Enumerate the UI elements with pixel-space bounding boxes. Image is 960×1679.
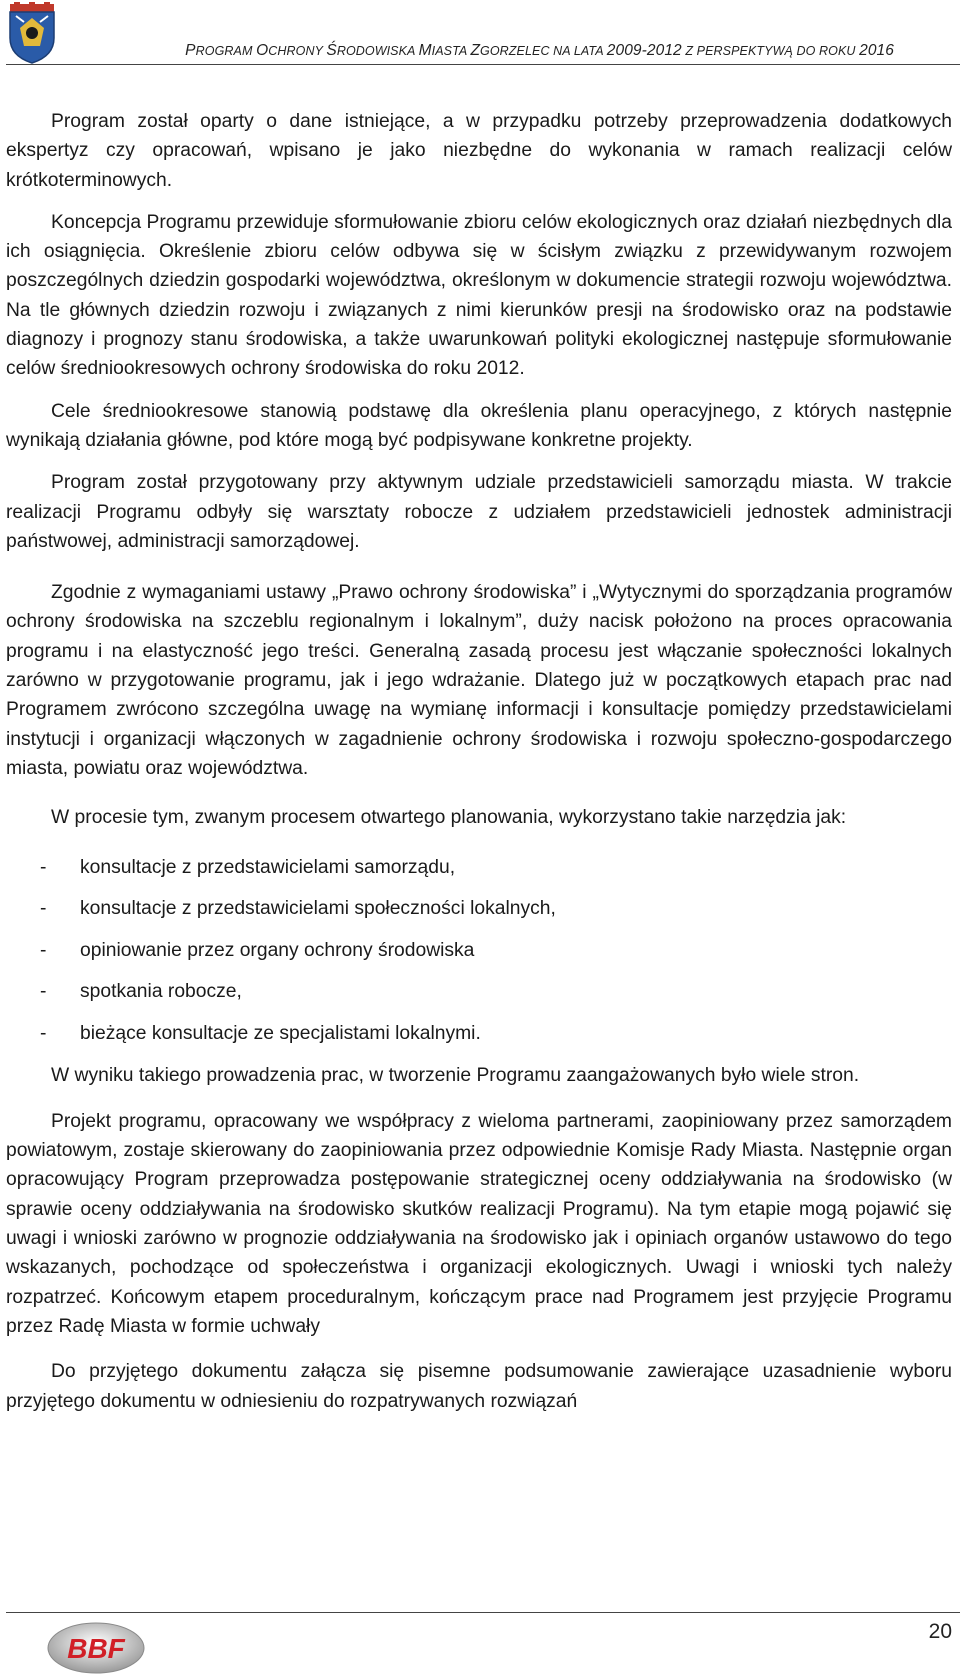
paragraph: W wyniku takiego prowadzenia prac, w tworzenie Programu zaangażowanych było wiele stron. (51, 1064, 860, 1086)
title-part: IASTA (431, 44, 471, 58)
list-item-text: konsultacje z przedstawicielami samorządu, (80, 856, 456, 878)
title-part: RODOWISKA (336, 44, 419, 58)
page-number: 20 (928, 1620, 952, 1643)
list-marker: - (40, 981, 47, 1003)
list-item-text: konsultacje z przedstawicielami społeczności lokalnych, (80, 898, 556, 920)
page-header (6, 2, 954, 64)
list-item-text: bieżące konsultacje ze specjalistami lokalnymi. (80, 1022, 481, 1044)
tools-list (6, 853, 952, 1048)
title-part: ROGRAM (195, 44, 257, 58)
footer-divider (6, 1612, 960, 1613)
list-item (6, 936, 952, 978)
list-marker: - (40, 939, 47, 961)
paragraph: Program został oparty o dane istniejące, a w przypadku potrzeby przeprowadzenia dodatkowych ekspertyz czy opracowań, wpisano je jako niezbędne do wykonania w ramach realizacji celów krótkoterminowych. (6, 111, 952, 191)
title-part: Z PERSPEKTYWĄ DO ROKU (681, 44, 860, 58)
paragraph: Program został przygotowany przy aktywnym udziale przedstawicieli samorządu miasta. W trakcie realizacji Programu odbyły się warsztaty robocze z udziałem przedstawicieli jednostek administracji państwowej, administracji samorządowej. (6, 472, 952, 552)
title-part: O (256, 42, 269, 59)
logo-text: BBF (67, 1633, 125, 1664)
paragraph: Zgodnie z wymaganiami ustawy „Prawo ochrony środowiska” i „Wytycznymi do sporządzania programów ochrony środowiska na szczeblu regionalnym i lokalnym”, duży nacisk położono na proces opracowania programu i na elastyczność jego treści. Generalną zasadą procesu jest włączanie społeczności lokalnych zarówno w przygotowanie programu, jak i jego wdrażanie. Dlatego już w początkowych etapach prac nad Programem zwrócono szczególna uwagę na wymianę informacji i konsultacje pomiędzy przedstawicielami instytucji i organizacji włączonych w zagadnienie ochrony środowiska i rozwoju społeczno-gospodarczego miasta, powiatu oraz województwa. (6, 582, 952, 779)
paragraph: Koncepcja Programu przewiduje sformułowanie zbioru celów ekologicznych oraz działań niezbędnych dla ich osiągnięcia. Określenie zbioru celów odbywa się w ścisłym związku z przewidywanym rozwojem poszczególnych dziedzin gospodarki województwa, określonym w dokumencie strategii rozwoju województwa. Na tle głównych dziedzin rozwoju i związanych z nimi kierunków presji na środowisko oraz na podstawie diagnozy i prognozy stanu środowiska, a także uwarunkowań polityki ekologicznej następuje sformułowanie celów średniookresowych ochrony środowiska do roku 2012. (6, 211, 952, 380)
list-marker: - (40, 1022, 47, 1044)
list-item (6, 853, 952, 895)
paragraph: Cele średniookresowe stanowią podstawę dla określenia planu operacyjnego, z których następnie wynikają działania główne, pod które mogą być podpisywane konkretne projekty. (6, 400, 952, 451)
header-divider (6, 64, 960, 65)
list-item (6, 977, 952, 1019)
bbf-logo (46, 1620, 146, 1675)
list-item (6, 1019, 952, 1048)
list-item (6, 894, 952, 936)
document-title (185, 42, 894, 60)
document-body (6, 107, 952, 1416)
title-part: CHRONY (268, 44, 327, 58)
list-marker: - (40, 856, 47, 878)
title-part: 2009-2012 (606, 42, 682, 59)
list-item-text: spotkania robocze, (80, 981, 242, 1003)
city-coat-of-arms-icon (6, 2, 58, 64)
title-part: Z (470, 42, 481, 59)
list-marker: - (40, 898, 47, 920)
title-part: Ś (326, 42, 337, 59)
paragraph: W procesie tym, zwanym procesem otwartego planowania, wykorzystano takie narzędzia jak: (51, 807, 847, 829)
title-part: M (418, 42, 432, 59)
paragraph: Do przyjętego dokumentu załącza się pisemne podsumowanie zawierające uzasadnienie wyboru przyjętego dokumentu w odniesieniu do rozpatrywanych rozwiązań (6, 1361, 952, 1412)
title-part: GORZELEC NA LATA (480, 44, 607, 58)
list-item-text: opiniowanie przez organy ochrony środowiska (80, 939, 475, 961)
title-part: 2016 (859, 42, 894, 59)
title-part: P (185, 42, 196, 59)
paragraph: Projekt programu, opracowany we współpracy z wieloma partnerami, zaopiniowany przez samorządem powiatowym, zostaje skierowany do zaopiniowania przez odpowiednie Komisje Rady Miasta. Następnie organ opracowujący Program przeprowadza postępowanie strategicznej oceny oddziaływania na środowisko (w sprawie oceny oddziaływania na środowisko skutków realizacji Programu). Na tym etapie mogą pojawić się uwagi i wnioski zarówno w prognozie oddziaływania na środowisko jak i opiniach organów ustawowo do tego wskazanych, pochodzące od społeczeństwa i organizacji ekologicznych. Uwagi i wnioski tych należy rozpatrzeć. Końcowym etapem proceduralnym, kończącym prace nad Programem jest przyjęcie Programu przez Radę Miasta w formie uchwały (6, 1110, 952, 1337)
